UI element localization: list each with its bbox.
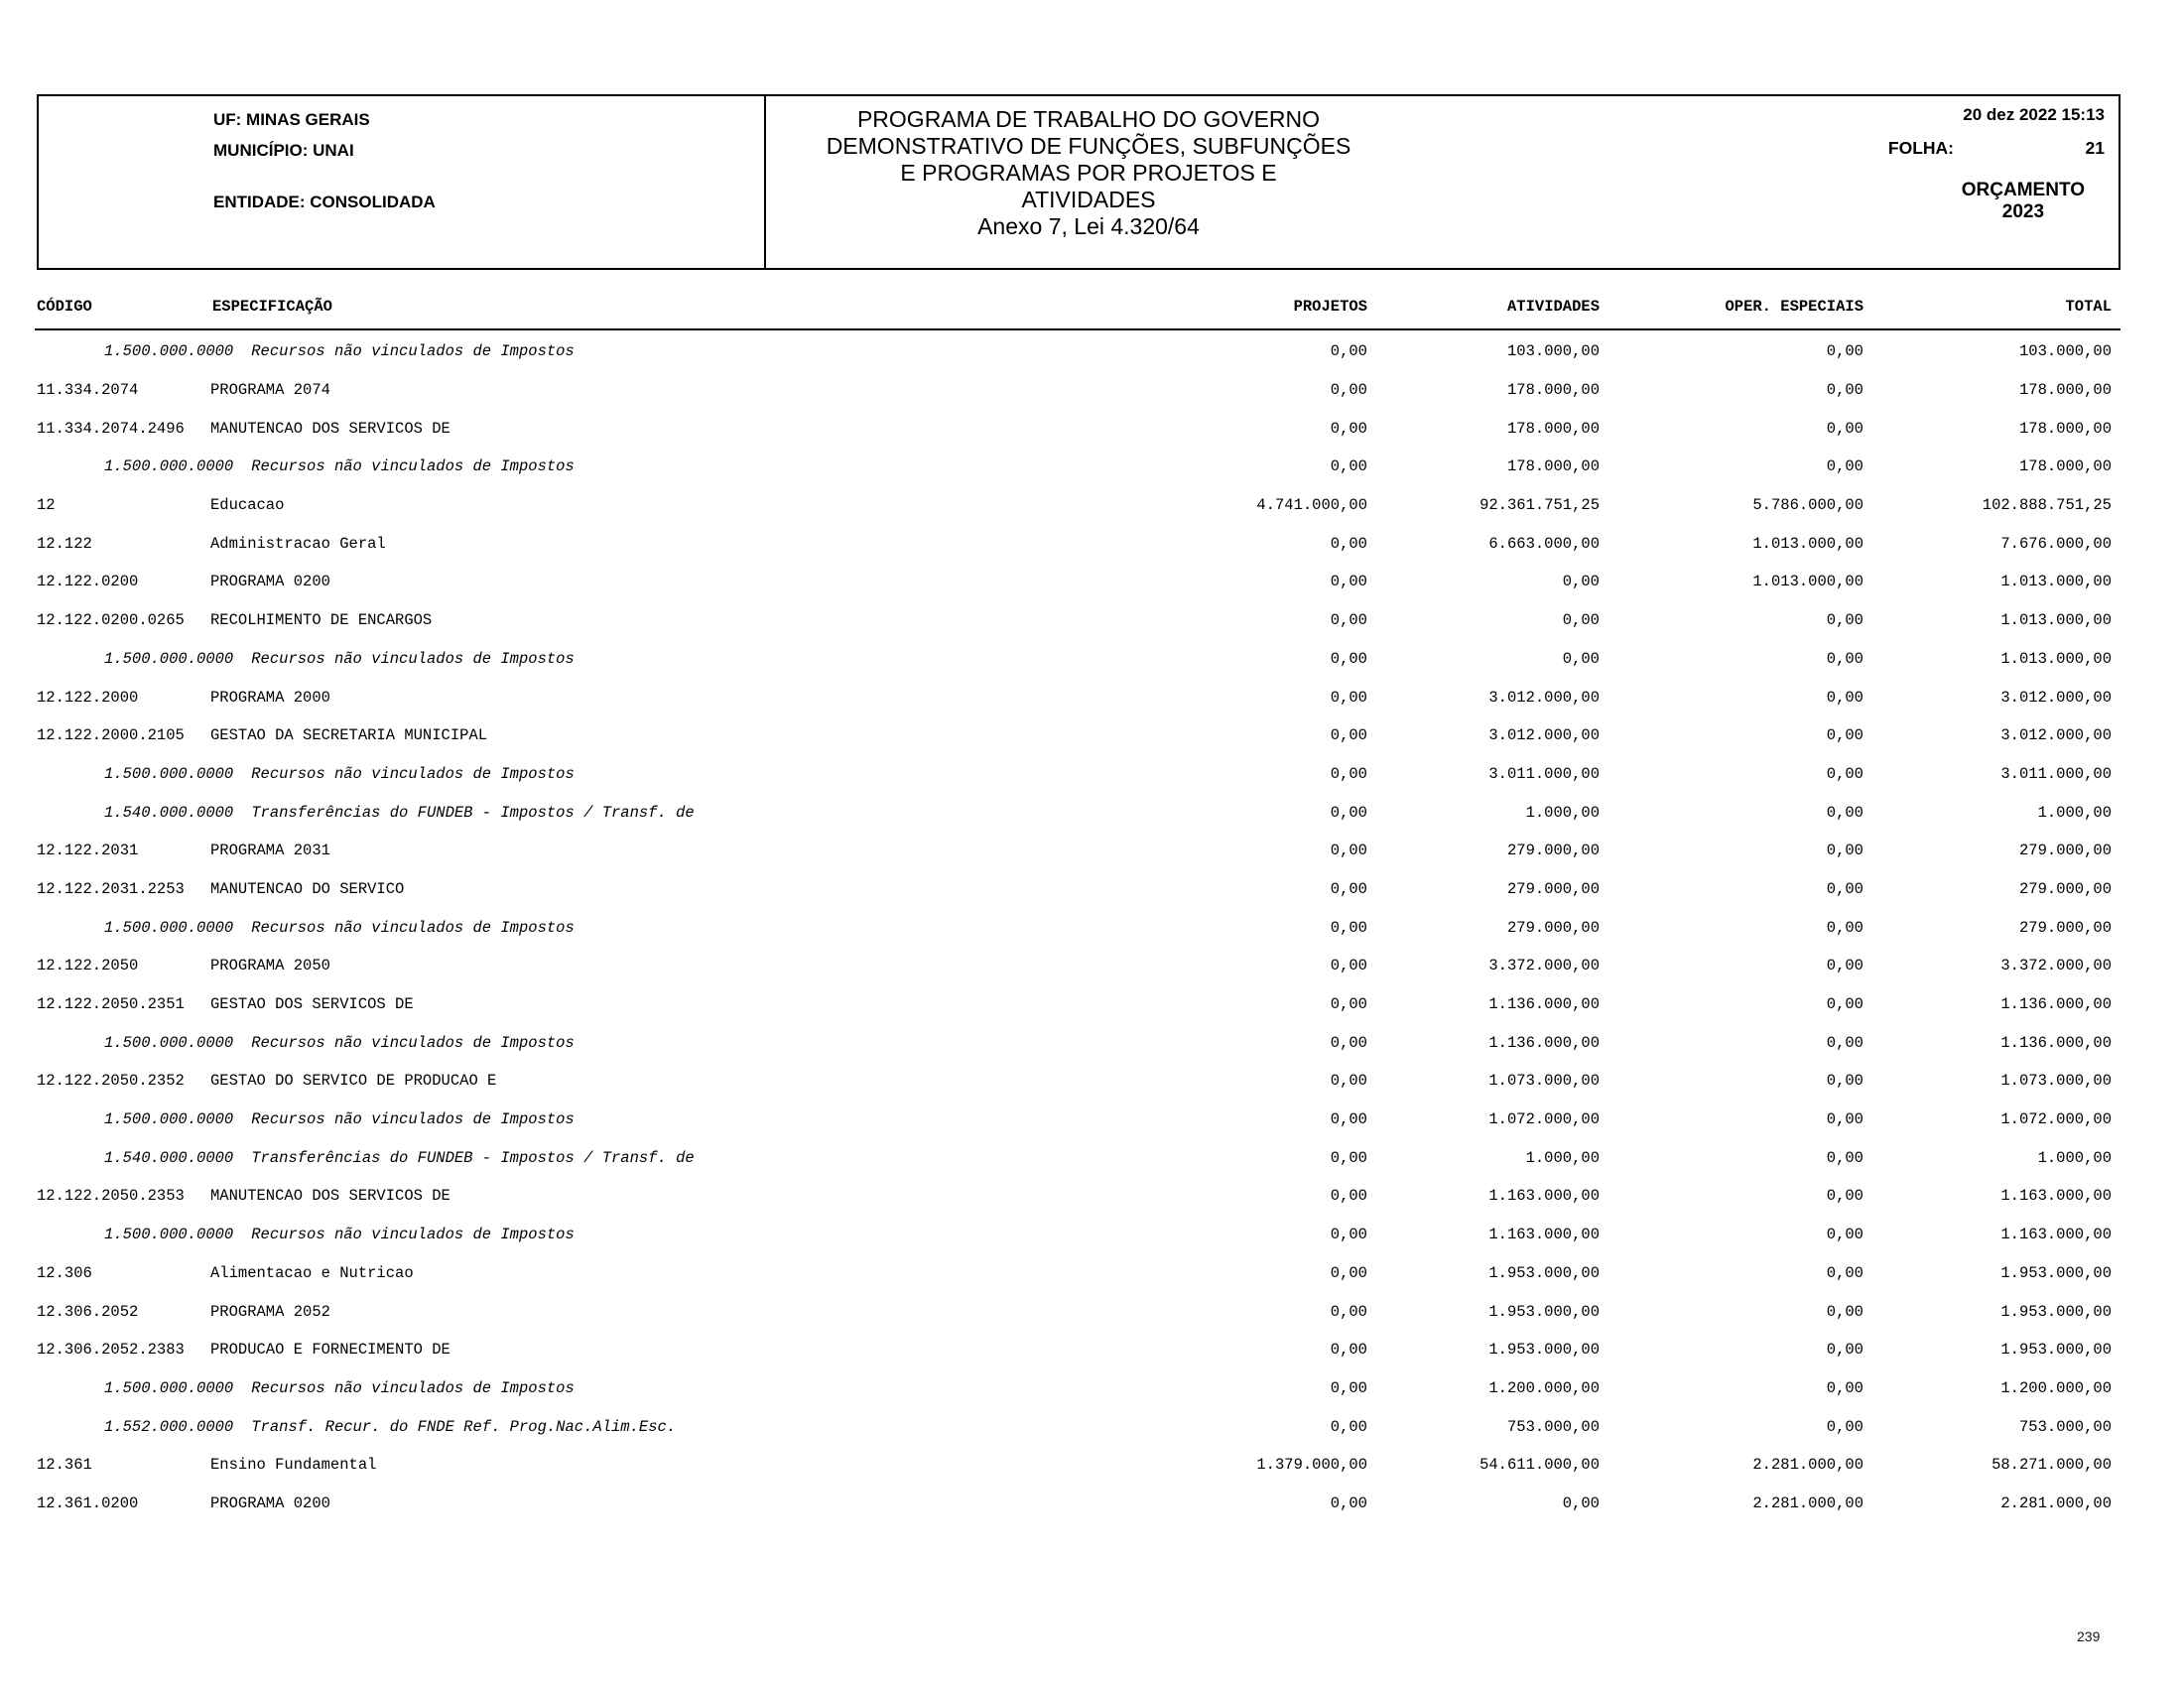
cell-projetos: 0,00 (1330, 1263, 1367, 1282)
cell-total: 1.013.000,00 (2000, 611, 2112, 630)
row-code: 12.122.2031.2253 (37, 879, 185, 898)
row-resource-code: 1.500.000.0000 (104, 1226, 234, 1244)
row-description: PRODUCAO E FORNECIMENTO DE (210, 1341, 450, 1360)
cell-oper-especiais: 0,00 (1826, 879, 1863, 898)
folha-label: FOLHA: (1887, 138, 1954, 158)
cell-total: 279.000,00 (2018, 842, 2112, 860)
report-title (766, 96, 1411, 268)
row-resource-label (35, 650, 1198, 668)
cell-total: 1.136.000,00 (2000, 995, 2112, 1014)
table-row (35, 524, 2120, 563)
cell-oper-especiais: 0,00 (1826, 1378, 1863, 1397)
cell-projetos: 4.741.000,00 (1256, 496, 1367, 515)
column-header-total: TOTAL (2065, 298, 2112, 316)
row-resource-desc: Recursos não vinculados de Impostos (251, 1226, 575, 1244)
cell-projetos: 0,00 (1330, 764, 1367, 783)
cell-atividades: 0,00 (1562, 573, 1600, 591)
row-resource-code: 1.540.000.0000 (104, 1148, 234, 1167)
row-code: 11.334.2074 (37, 381, 139, 400)
cell-projetos: 0,00 (1330, 381, 1367, 400)
row-resource-label (35, 765, 1198, 783)
row-description: PROGRAMA 2031 (210, 842, 330, 860)
cell-atividades: 1.953.000,00 (1488, 1341, 1600, 1360)
column-header-atividades: ATIVIDADES (1506, 298, 1600, 316)
cell-total: 279.000,00 (2018, 879, 2112, 898)
cell-oper-especiais: 0,00 (1826, 995, 1863, 1014)
table-row (35, 908, 2120, 947)
cell-atividades: 0,00 (1562, 1493, 1600, 1512)
table-row (35, 1216, 2120, 1254)
row-description: PROGRAMA 2052 (210, 1302, 330, 1321)
cell-projetos: 0,00 (1330, 1110, 1367, 1129)
title-line-3: E PROGRAMAS POR PROJETOS E (900, 160, 1277, 186)
cell-total: 1.953.000,00 (2000, 1341, 2112, 1360)
row-code: 12.122.0200.0265 (37, 611, 185, 630)
cell-oper-especiais: 5.786.000,00 (1752, 496, 1863, 515)
cell-total: 3.372.000,00 (2000, 957, 2112, 975)
row-resource-label (35, 457, 1198, 475)
cell-oper-especiais: 0,00 (1826, 419, 1863, 438)
cell-oper-especiais: 0,00 (1826, 1033, 1863, 1052)
row-code: 12.122.2050 (37, 957, 139, 975)
table-row (35, 1254, 2120, 1293)
cell-atividades: 1.953.000,00 (1488, 1302, 1600, 1321)
cell-oper-especiais: 0,00 (1826, 1148, 1863, 1167)
table-row (35, 947, 2120, 985)
row-code: 12.122.2000 (37, 688, 139, 707)
cell-atividades: 3.012.000,00 (1488, 688, 1600, 707)
table-row (35, 832, 2120, 870)
cell-total: 279.000,00 (2018, 918, 2112, 937)
cell-projetos: 0,00 (1330, 995, 1367, 1014)
table-row (35, 1331, 2120, 1369)
cell-atividades: 1.953.000,00 (1488, 1263, 1600, 1282)
table-row (35, 640, 2120, 679)
cell-oper-especiais: 1.013.000,00 (1752, 534, 1863, 553)
row-resource-label (35, 919, 1198, 937)
folha-number: 21 (2085, 138, 2105, 158)
cell-total: 3.011.000,00 (2000, 764, 2112, 783)
orcamento-label: ORÇAMENTO (1961, 180, 2085, 200)
entity-info-block (39, 96, 766, 268)
cell-total: 102.888.751,25 (1982, 496, 2112, 515)
cell-oper-especiais: 0,00 (1826, 1226, 1863, 1244)
row-description: GESTAO DOS SERVICOS DE (210, 995, 414, 1014)
row-resource-code: 1.500.000.0000 (104, 342, 234, 361)
row-description: Ensino Fundamental (210, 1456, 377, 1475)
cell-projetos: 0,00 (1330, 457, 1367, 476)
table-row (35, 1062, 2120, 1101)
cell-total: 753.000,00 (2018, 1417, 2112, 1436)
row-resource-code: 1.500.000.0000 (104, 1033, 234, 1052)
row-resource-label (35, 342, 1198, 360)
cell-projetos: 0,00 (1330, 1341, 1367, 1360)
column-header-projetos: PROJETOS (1293, 298, 1367, 316)
cell-total: 1.163.000,00 (2000, 1187, 2112, 1206)
cell-projetos: 0,00 (1330, 1072, 1367, 1091)
table-row (35, 1407, 2120, 1446)
cell-atividades: 3.372.000,00 (1488, 957, 1600, 975)
row-description: MANUTENCAO DO SERVICO (210, 879, 405, 898)
cell-atividades: 1.072.000,00 (1488, 1110, 1600, 1129)
table-row (35, 486, 2120, 525)
row-description: Educacao (210, 496, 285, 515)
row-resource-desc: Transf. Recur. do FNDE Ref. Prog.Nac.Alim.Esc. (251, 1417, 677, 1436)
row-resource-code: 1.500.000.0000 (104, 764, 234, 783)
entidade-label: ENTIDADE: CONSOLIDADA (213, 193, 436, 211)
cell-total: 1.000,00 (2037, 803, 2112, 822)
cell-total: 1.136.000,00 (2000, 1033, 2112, 1052)
table-body (35, 330, 2120, 1522)
row-resource-desc: Recursos não vinculados de Impostos (251, 1033, 575, 1052)
table-row (35, 1446, 2120, 1485)
cell-oper-especiais: 0,00 (1826, 611, 1863, 630)
table-row (35, 409, 2120, 448)
cell-projetos: 0,00 (1330, 842, 1367, 860)
row-resource-code: 1.540.000.0000 (104, 803, 234, 822)
cell-total: 178.000,00 (2018, 381, 2112, 400)
cell-total: 1.013.000,00 (2000, 573, 2112, 591)
cell-oper-especiais: 2.281.000,00 (1752, 1493, 1863, 1512)
cell-oper-especiais: 0,00 (1826, 1110, 1863, 1129)
cell-projetos: 0,00 (1330, 726, 1367, 745)
table-row (35, 716, 2120, 755)
row-resource-desc: Recursos não vinculados de Impostos (251, 649, 575, 668)
row-description: PROGRAMA 0200 (210, 573, 330, 591)
cell-atividades: 279.000,00 (1506, 842, 1600, 860)
cell-oper-especiais: 0,00 (1826, 1417, 1863, 1436)
cell-atividades: 279.000,00 (1506, 879, 1600, 898)
cell-atividades: 178.000,00 (1506, 419, 1600, 438)
cell-oper-especiais: 0,00 (1826, 1263, 1863, 1282)
cell-oper-especiais: 0,00 (1826, 1072, 1863, 1091)
report-datetime: 20 dez 2022 15:13 (1963, 105, 2105, 124)
cell-total: 1.953.000,00 (2000, 1302, 2112, 1321)
cell-projetos: 0,00 (1330, 342, 1367, 361)
column-header-oper-especiais: OPER. ESPECIAIS (1725, 298, 1863, 316)
cell-projetos: 0,00 (1330, 1187, 1367, 1206)
cell-oper-especiais: 0,00 (1826, 688, 1863, 707)
cell-projetos: 0,00 (1330, 534, 1367, 553)
row-description: PROGRAMA 2050 (210, 957, 330, 975)
table-row (35, 678, 2120, 716)
cell-projetos: 0,00 (1330, 688, 1367, 707)
cell-atividades: 54.611.000,00 (1479, 1456, 1600, 1475)
cell-total: 1.072.000,00 (2000, 1110, 2112, 1129)
cell-projetos: 0,00 (1330, 1417, 1367, 1436)
row-code: 12.361 (37, 1456, 92, 1475)
row-code: 12.122.0200 (37, 573, 139, 591)
cell-atividades: 1.000,00 (1525, 1148, 1600, 1167)
row-description: Alimentacao e Nutricao (210, 1263, 414, 1282)
row-resource-code: 1.500.000.0000 (104, 918, 234, 937)
cell-total: 178.000,00 (2018, 457, 2112, 476)
cell-oper-especiais: 2.281.000,00 (1752, 1456, 1863, 1475)
report-header-box (37, 94, 2120, 270)
row-code: 11.334.2074.2496 (37, 419, 185, 438)
row-resource-desc: Recursos não vinculados de Impostos (251, 342, 575, 361)
cell-atividades: 1.163.000,00 (1488, 1226, 1600, 1244)
cell-projetos: 0,00 (1330, 419, 1367, 438)
cell-atividades: 3.011.000,00 (1488, 764, 1600, 783)
row-code: 12.306.2052 (37, 1302, 139, 1321)
cell-total: 3.012.000,00 (2000, 688, 2112, 707)
table-row (35, 448, 2120, 486)
cell-projetos: 0,00 (1330, 611, 1367, 630)
row-description: PROGRAMA 2074 (210, 381, 330, 400)
report-meta-block (1411, 96, 2119, 268)
cell-atividades: 279.000,00 (1506, 918, 1600, 937)
cell-projetos: 0,00 (1330, 1148, 1367, 1167)
cell-atividades: 6.663.000,00 (1488, 534, 1600, 553)
cell-projetos: 0,00 (1330, 918, 1367, 937)
row-code: 12 (37, 496, 56, 515)
cell-projetos: 0,00 (1330, 803, 1367, 822)
row-resource-label (35, 804, 1198, 822)
row-description: MANUTENCAO DOS SERVICOS DE (210, 419, 450, 438)
table-row (35, 601, 2120, 640)
cell-atividades: 1.000,00 (1525, 803, 1600, 822)
cell-total: 2.281.000,00 (2000, 1493, 2112, 1512)
cell-atividades: 1.136.000,00 (1488, 995, 1600, 1014)
row-description: MANUTENCAO DOS SERVICOS DE (210, 1187, 450, 1206)
cell-oper-especiais: 0,00 (1826, 842, 1863, 860)
title-line-2: DEMONSTRATIVO DE FUNÇÕES, SUBFUNÇÕES (826, 133, 1351, 159)
row-resource-label (35, 1034, 1198, 1052)
cell-projetos: 0,00 (1330, 1302, 1367, 1321)
cell-projetos: 0,00 (1330, 879, 1367, 898)
cell-oper-especiais: 0,00 (1826, 457, 1863, 476)
row-resource-code: 1.500.000.0000 (104, 1110, 234, 1129)
cell-projetos: 0,00 (1330, 1033, 1367, 1052)
cell-atividades: 1.200.000,00 (1488, 1378, 1600, 1397)
municipio-label: MUNICÍPIO: UNAI (213, 141, 354, 160)
cell-atividades: 1.073.000,00 (1488, 1072, 1600, 1091)
row-code: 12.122.2050.2353 (37, 1187, 185, 1206)
row-description: GESTAO DO SERVICO DE PRODUCAO E (210, 1072, 497, 1091)
row-resource-code: 1.500.000.0000 (104, 1378, 234, 1397)
cell-projetos: 0,00 (1330, 1226, 1367, 1244)
row-resource-desc: Transferências do FUNDEB - Impostos / Transf. de (251, 1148, 695, 1167)
row-code: 12.306.2052.2383 (37, 1341, 185, 1360)
cell-total: 1.000,00 (2037, 1148, 2112, 1167)
cell-total: 1.073.000,00 (2000, 1072, 2112, 1091)
cell-oper-especiais: 0,00 (1826, 803, 1863, 822)
cell-atividades: 178.000,00 (1506, 457, 1600, 476)
row-description: PROGRAMA 2000 (210, 688, 330, 707)
row-resource-desc: Recursos não vinculados de Impostos (251, 764, 575, 783)
table-row (35, 870, 2120, 909)
column-header-especificacao: ESPECIFICAÇÃO (212, 298, 332, 316)
row-code: 12.122.2050.2351 (37, 995, 185, 1014)
table-row (35, 1485, 2120, 1523)
cell-oper-especiais: 0,00 (1826, 342, 1863, 361)
row-resource-label (35, 1379, 1198, 1397)
cell-oper-especiais: 0,00 (1826, 918, 1863, 937)
row-resource-label (35, 1418, 1198, 1436)
row-resource-code: 1.552.000.0000 (104, 1417, 234, 1436)
cell-projetos: 1.379.000,00 (1256, 1456, 1367, 1475)
cell-atividades: 92.361.751,25 (1479, 496, 1600, 515)
cell-projetos: 0,00 (1330, 1378, 1367, 1397)
row-resource-label (35, 1110, 1198, 1128)
cell-atividades: 3.012.000,00 (1488, 726, 1600, 745)
row-description: RECOLHIMENTO DE ENCARGOS (210, 611, 433, 630)
row-code: 12.122.2000.2105 (37, 726, 185, 745)
cell-total: 1.953.000,00 (2000, 1263, 2112, 1282)
cell-oper-especiais: 0,00 (1826, 1187, 1863, 1206)
cell-oper-especiais: 0,00 (1826, 1341, 1863, 1360)
cell-oper-especiais: 0,00 (1826, 764, 1863, 783)
table-header-row (35, 294, 2120, 330)
row-code: 12.306 (37, 1263, 92, 1282)
cell-oper-especiais: 1.013.000,00 (1752, 573, 1863, 591)
row-code: 12.122.2050.2352 (37, 1072, 185, 1091)
row-code: 12.361.0200 (37, 1493, 139, 1512)
row-resource-label (35, 1149, 1198, 1167)
cell-oper-especiais: 0,00 (1826, 1302, 1863, 1321)
cell-atividades: 1.163.000,00 (1488, 1187, 1600, 1206)
row-resource-desc: Recursos não vinculados de Impostos (251, 1378, 575, 1397)
table-row (35, 985, 2120, 1024)
row-resource-desc: Recursos não vinculados de Impostos (251, 918, 575, 937)
row-resource-code: 1.500.000.0000 (104, 649, 234, 668)
title-line-1: PROGRAMA DE TRABALHO DO GOVERNO (856, 106, 1321, 132)
cell-total: 1.163.000,00 (2000, 1226, 2112, 1244)
cell-total: 3.012.000,00 (2000, 726, 2112, 745)
cell-total: 58.271.000,00 (1991, 1456, 2112, 1475)
row-description: Administracao Geral (210, 534, 386, 553)
cell-total: 1.013.000,00 (2000, 649, 2112, 668)
cell-atividades: 178.000,00 (1506, 381, 1600, 400)
cell-total: 1.200.000,00 (2000, 1378, 2112, 1397)
cell-atividades: 753.000,00 (1506, 1417, 1600, 1436)
row-resource-desc: Recursos não vinculados de Impostos (251, 457, 575, 476)
table-row (35, 793, 2120, 832)
cell-oper-especiais: 0,00 (1826, 726, 1863, 745)
table-row (35, 1101, 2120, 1139)
row-description: PROGRAMA 0200 (210, 1493, 330, 1512)
row-resource-label (35, 1226, 1198, 1243)
page-number: 239 (2077, 1628, 2101, 1644)
cell-projetos: 0,00 (1330, 573, 1367, 591)
row-description: GESTAO DA SECRETARIA MUNICIPAL (210, 726, 488, 745)
cell-projetos: 0,00 (1330, 1493, 1367, 1512)
cell-atividades: 0,00 (1562, 649, 1600, 668)
table-row (35, 332, 2120, 371)
title-line-4: ATIVIDADES (1021, 187, 1156, 212)
cell-atividades: 1.136.000,00 (1488, 1033, 1600, 1052)
cell-projetos: 0,00 (1330, 957, 1367, 975)
row-resource-code: 1.500.000.0000 (104, 457, 234, 476)
cell-total: 178.000,00 (2018, 419, 2112, 438)
cell-projetos: 0,00 (1330, 649, 1367, 668)
table-row (35, 563, 2120, 601)
cell-oper-especiais: 0,00 (1826, 381, 1863, 400)
row-code: 12.122.2031 (37, 842, 139, 860)
budget-table (35, 294, 2120, 1522)
cell-total: 7.676.000,00 (2000, 534, 2112, 553)
uf-label: UF: MINAS GERAIS (213, 110, 370, 129)
cell-oper-especiais: 0,00 (1826, 649, 1863, 668)
folha-row (1411, 139, 2105, 158)
table-row (35, 371, 2120, 410)
row-resource-desc: Transferências do FUNDEB - Impostos / Transf. de (251, 803, 695, 822)
table-row (35, 755, 2120, 794)
orcamento-year: 2023 (2001, 201, 2045, 222)
table-row (35, 1369, 2120, 1408)
column-header-codigo: CÓDIGO (37, 298, 92, 316)
table-row (35, 1177, 2120, 1216)
cell-total: 103.000,00 (2018, 342, 2112, 361)
table-row (35, 1138, 2120, 1177)
table-row (35, 1292, 2120, 1331)
orcamento-block (1962, 180, 2085, 223)
title-line-5: Anexo 7, Lei 4.320/64 (977, 213, 1200, 239)
table-row (35, 1023, 2120, 1062)
row-resource-desc: Recursos não vinculados de Impostos (251, 1110, 575, 1129)
cell-atividades: 0,00 (1562, 611, 1600, 630)
row-code: 12.122 (37, 534, 92, 553)
cell-atividades: 103.000,00 (1506, 342, 1600, 361)
cell-oper-especiais: 0,00 (1826, 957, 1863, 975)
